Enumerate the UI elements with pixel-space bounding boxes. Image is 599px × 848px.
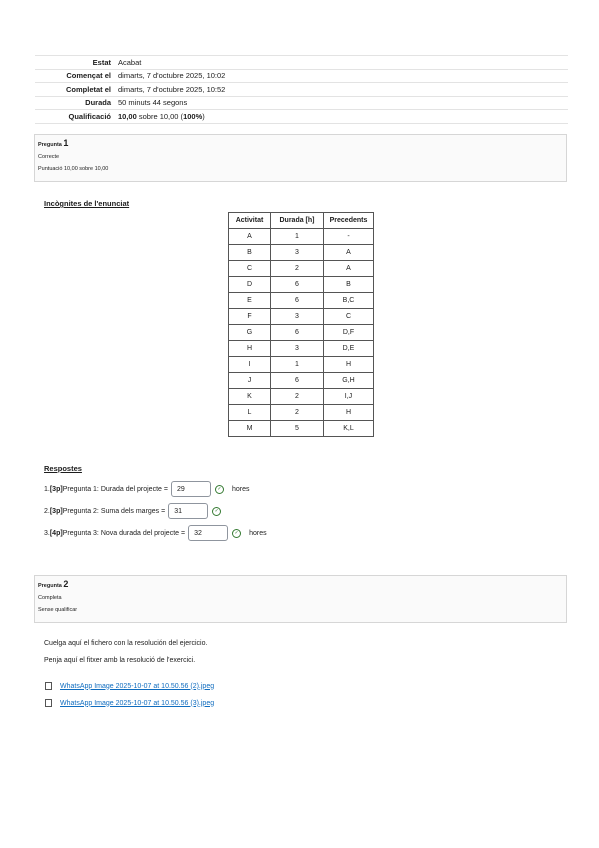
attachment-1 — [45, 682, 214, 690]
table-header-row — [229, 213, 374, 229]
table-cell: D,F — [324, 325, 374, 341]
summary-label: Estat — [35, 56, 118, 70]
attachment-link[interactable]: WhatsApp Image 2025-10-07 at 10.50.56 (2).jpeg — [60, 682, 215, 690]
table-cell: 2 — [271, 389, 324, 405]
summary-label: Durada — [35, 96, 118, 110]
table-cell: 6 — [271, 277, 324, 293]
answer-unit: hores — [249, 529, 267, 537]
table-cell: 3 — [271, 309, 324, 325]
table-cell: 2 — [271, 261, 324, 277]
answer-3-input[interactable]: 32 — [188, 525, 228, 541]
column-header: Precedents — [324, 213, 374, 229]
grade-middle: sobre 10,00 ( — [136, 111, 184, 121]
table-cell: G,H — [324, 373, 374, 389]
answers-title: Respostes — [44, 464, 82, 473]
table-cell: C — [229, 261, 271, 277]
attachment-link[interactable]: WhatsApp Image 2025-10-07 at 10.50.56 (3).jpeg — [60, 699, 215, 707]
table-cell: 6 — [271, 373, 324, 389]
summary-row-started — [35, 69, 568, 83]
answer-1-input[interactable]: 29 — [171, 481, 211, 497]
table-cell: B — [229, 245, 271, 261]
table-row — [229, 373, 374, 389]
table-row — [229, 229, 374, 245]
question-number — [38, 137, 563, 151]
table-cell: I — [229, 357, 271, 373]
table-cell: K — [229, 389, 271, 405]
table-cell: H — [324, 405, 374, 421]
check-circle-icon: ✓ — [215, 485, 224, 494]
attempt-summary-table — [35, 55, 568, 124]
summary-value: dimarts, 7 d'octubre 2025, 10:52 — [118, 83, 568, 97]
answer-points: [4p] — [49, 529, 63, 537]
table-row — [229, 325, 374, 341]
table-row — [229, 277, 374, 293]
table-cell: J — [229, 373, 271, 389]
table-cell: H — [229, 341, 271, 357]
question-number-value: 1 — [63, 138, 69, 148]
column-header: Activitat — [229, 213, 271, 229]
table-cell: A — [324, 261, 374, 277]
answer-prefix: 3. — [44, 529, 50, 537]
table-cell: 1 — [271, 357, 324, 373]
table-cell: D,E — [324, 341, 374, 357]
table-cell: G — [229, 325, 271, 341]
summary-value: dimarts, 7 d'octubre 2025, 10:02 — [118, 69, 568, 83]
table-cell: 6 — [271, 293, 324, 309]
table-cell: 5 — [271, 421, 324, 437]
table-cell: D — [229, 277, 271, 293]
summary-row-completed — [35, 83, 568, 97]
answer-1 — [44, 481, 249, 497]
table-cell: 1 — [271, 229, 324, 245]
table-cell: B,C — [324, 293, 374, 309]
question-number-value: 2 — [63, 579, 69, 589]
table-cell: I,J — [324, 389, 374, 405]
table-cell: - — [324, 229, 374, 245]
unknowns-title: Incògnites de l'enunciat — [44, 199, 130, 208]
table-row — [229, 341, 374, 357]
table-cell: F — [229, 309, 271, 325]
answer-3 — [44, 525, 267, 541]
answer-points: [3p] — [49, 507, 63, 515]
table-cell: K,L — [324, 421, 374, 437]
question-label: Pregunta — [38, 583, 62, 589]
answer-text: Pregunta 3: Nova durada del projecte = — [62, 529, 186, 537]
grade-end: ) — [202, 111, 205, 121]
answer-2-input[interactable]: 31 — [168, 503, 208, 519]
table-cell: A — [324, 245, 374, 261]
question-2-info — [34, 575, 567, 623]
answer-unit: hores — [231, 485, 250, 493]
question-score: Puntuació 10,00 sobre 10,00 — [38, 166, 109, 172]
question-status: Correcte — [38, 154, 60, 160]
table-cell: C — [324, 309, 374, 325]
table-row — [229, 389, 374, 405]
table-row — [229, 261, 374, 277]
answer-text: Pregunta 1: Durada del projecte = — [62, 485, 168, 493]
prompt-catalan: Penja aquí el fitxer amb la resolució de l'exercici. — [44, 657, 196, 664]
question-1-info — [34, 134, 567, 182]
check-circle-icon: ✓ — [232, 529, 241, 538]
grade-percent: 100% — [183, 111, 203, 121]
summary-row-duration — [35, 96, 568, 110]
table-row — [229, 293, 374, 309]
summary-value: 50 minuts 44 segons — [118, 96, 568, 110]
answer-prefix: 2. — [44, 507, 50, 515]
summary-row-state — [35, 56, 568, 70]
table-cell: M — [229, 421, 271, 437]
table-cell: 6 — [271, 325, 324, 341]
summary-value — [118, 110, 568, 124]
summary-label: Qualificació — [35, 110, 118, 124]
file-image-icon — [45, 682, 52, 690]
table-cell: H — [324, 357, 374, 373]
table-row — [229, 357, 374, 373]
table-cell: 3 — [271, 341, 324, 357]
summary-row-grade — [35, 110, 568, 124]
column-header: Durada [h] — [271, 213, 324, 229]
table-row — [229, 309, 374, 325]
question-number — [38, 578, 563, 592]
summary-label: Començat el — [35, 69, 118, 83]
question-label: Pregunta — [38, 142, 62, 148]
table-row — [229, 405, 374, 421]
table-row — [229, 421, 374, 437]
question-score: Sense qualificar — [38, 607, 78, 613]
question-status: Completa — [38, 595, 62, 601]
answer-prefix: 1. — [44, 485, 50, 493]
prompt-spanish: Cuelga aquí el fichero con la resolución del ejercicio. — [44, 640, 208, 647]
check-circle-icon: ✓ — [212, 507, 221, 516]
summary-label: Completat el — [35, 83, 118, 97]
table-cell: L — [229, 405, 271, 421]
table-cell: E — [229, 293, 271, 309]
answer-2 — [44, 503, 227, 519]
attachment-2 — [45, 699, 214, 707]
table-cell: 2 — [271, 405, 324, 421]
grade-value: 10,00 — [118, 111, 137, 121]
table-cell: 3 — [271, 245, 324, 261]
answer-points: [3p] — [49, 485, 63, 493]
activities-table — [228, 212, 374, 437]
summary-value: Acabat — [118, 56, 568, 70]
file-image-icon — [45, 699, 52, 707]
table-row — [229, 245, 374, 261]
table-cell: A — [229, 229, 271, 245]
answer-text: Pregunta 2: Suma dels marges = — [62, 507, 166, 515]
table-cell: B — [324, 277, 374, 293]
